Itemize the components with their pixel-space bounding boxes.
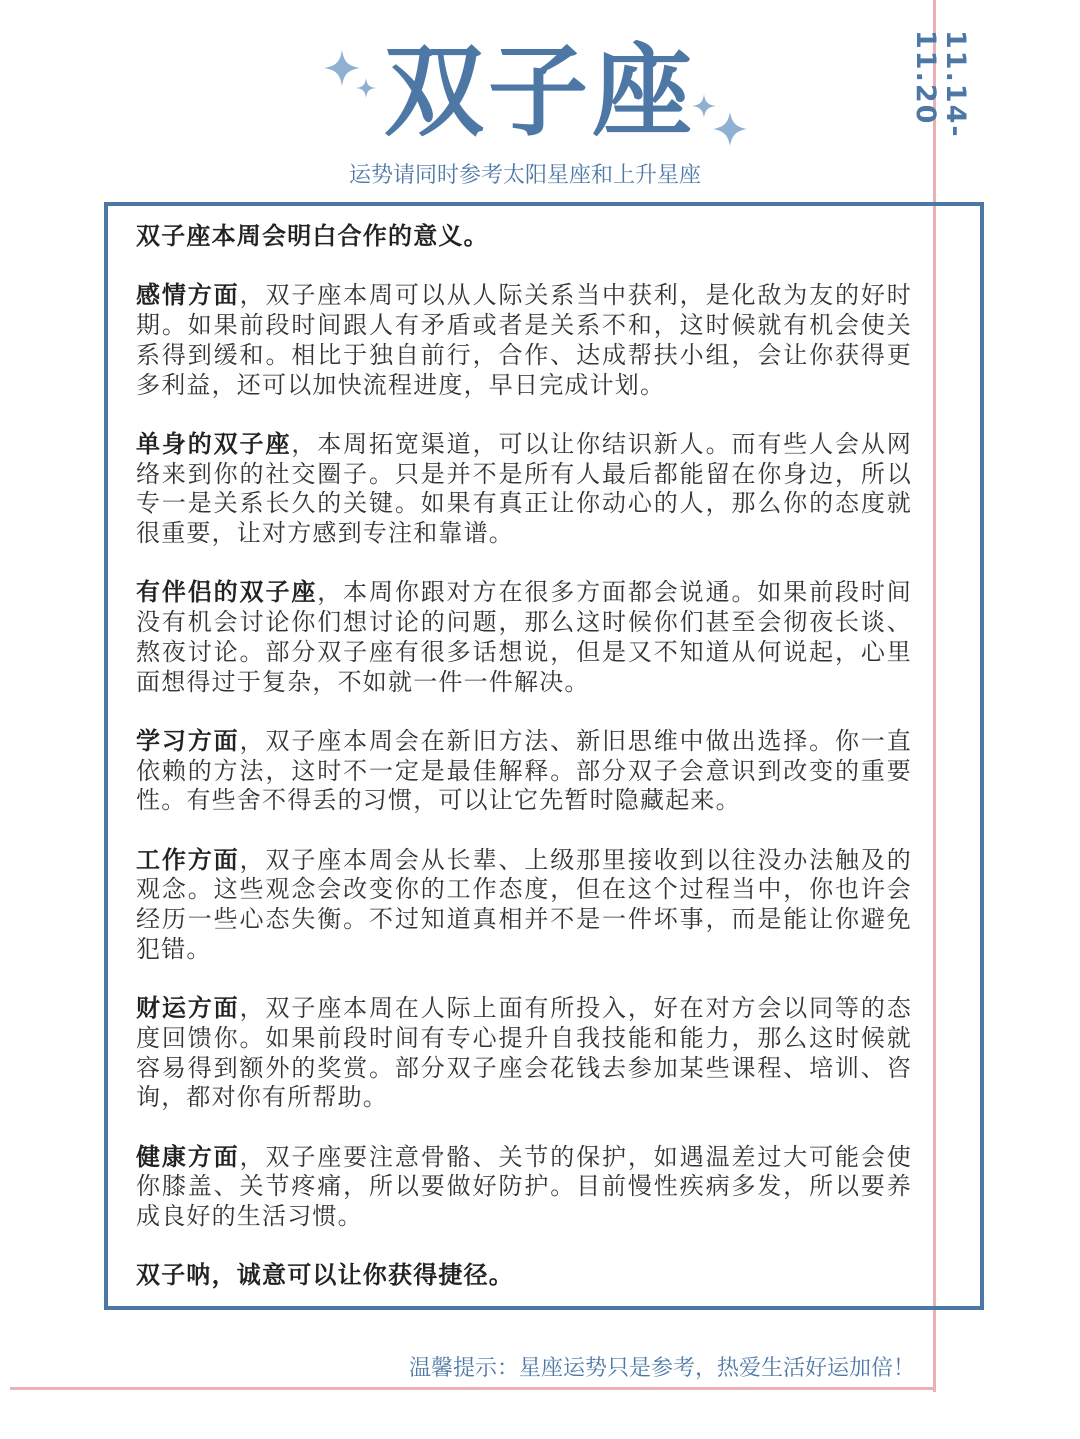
date-range: 11.14-11.20 — [910, 30, 971, 139]
section-single — [136, 430, 912, 549]
section-partnered — [136, 578, 912, 697]
section-health — [136, 1143, 912, 1232]
intro-paragraph — [136, 222, 912, 252]
section-text: ，本周你跟对方在很多方面都会说通。如果前段时间没有机会讨论你们想讨论的问题，那么这时候你们甚至会彻夜长谈、熬夜讨论。部分双子座有很多话想说，但是又不知道从何说起，心里面想得过于复杂，不如就一件一件解决。 — [136, 578, 912, 696]
section-label: 感情方面 — [136, 281, 240, 310]
intro-text: 双子座本周会明白合作的意义。 — [136, 222, 489, 250]
page-title: 双子座 — [384, 33, 696, 150]
section-work — [136, 846, 912, 965]
closing-paragraph — [136, 1261, 912, 1291]
section-label: 财运方面 — [136, 994, 240, 1023]
section-label: 有伴侣的双子座 — [136, 578, 318, 607]
section-wealth — [136, 994, 912, 1113]
section-love — [136, 281, 912, 400]
section-text: ，双子座本周在人际上面有所投入，好在对方会以同等的态度回馈你。如果前段时间有专心提升自我技能和能力，那么这时候就容易得到额外的奖赏。部分双子座会花钱去参加某些课程、培训、咨询，都对你有所帮助。 — [136, 994, 912, 1112]
section-text: ，双子座本周会从长辈、上级那里接收到以往没办法触及的观念。这些观念会改变你的工作态度，但在这个过程当中，你也许会经历一些心态失衡。不过知道真相并不是一件坏事，而是能让你避免犯错。 — [136, 845, 912, 963]
section-text: ，双子座要注意骨骼、关节的保护，如遇温差过大可能会使你膝盖、关节疼痛，所以要做好防护。目前慢性疾病多发，所以要养成良好的生活习惯。 — [136, 1142, 912, 1231]
footer-tip: 温馨提示：星座运势只是参考，热爱生活好运加倍！ — [408, 1356, 915, 1381]
section-text: ，双子座本周可以从人际关系当中获利，是化敌为友的好时期。如果前段时间跟人有矛盾或者是关系不和，这时候就有机会使关系得到缓和。相比于独自前行，合作、达成帮扶小组，会让你获得更多利益，还可以加快流程进度，早日完成计划。 — [136, 281, 912, 399]
closing-text: 双子呐，诚意可以让你获得捷径。 — [136, 1261, 514, 1290]
section-label: 健康方面 — [136, 1142, 240, 1171]
horoscope-content — [136, 222, 912, 1291]
section-text: ，双子座本周会在新旧方法、新旧思维中做出选择。你一直依赖的方法，这时不一定是最佳解释。部分双子会意识到改变的重要性。有些舍不得丢的习惯，可以让它先暂时隐藏起来。 — [136, 726, 912, 815]
section-label: 学习方面 — [136, 726, 240, 755]
section-text: ，本周拓宽渠道，可以让你结识新人。而有些人会从网络来到你的社交圈子。只是并不是所有人最后都能留在你身边，所以专一是关系长久的关键。如果有真正让你动心的人，那么你的态度就很重要，让对方感到专注和靠谱。 — [136, 429, 912, 547]
subtitle: 运势请同时参考太阳星座和上升星座 — [348, 163, 701, 188]
section-study — [136, 727, 912, 816]
section-label: 工作方面 — [136, 845, 240, 874]
pink-horizontal-line — [10, 1387, 936, 1390]
section-label: 单身的双子座 — [136, 429, 292, 458]
